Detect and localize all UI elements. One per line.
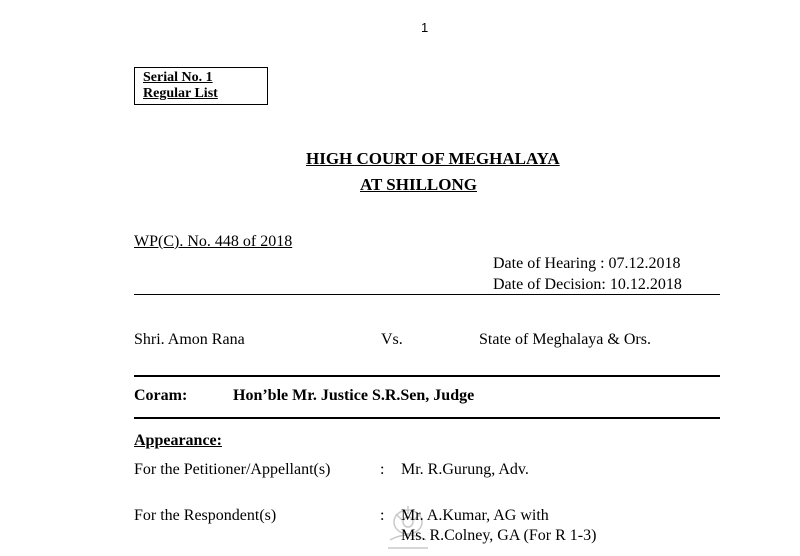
respondent-counsel-label: For the Respondent(s) bbox=[134, 507, 277, 524]
petitioner-counsel: Mr. R.Gurung, Adv. bbox=[401, 461, 529, 478]
coram-label: Coram: bbox=[134, 387, 188, 404]
page-number: 1 bbox=[421, 20, 429, 35]
respondent-colon: : bbox=[380, 507, 385, 524]
serial-box bbox=[134, 67, 268, 105]
petitioner-name: Shri. Amon Rana bbox=[134, 331, 245, 348]
case-divider bbox=[134, 294, 720, 295]
court-location: AT SHILLONG bbox=[360, 175, 477, 194]
respondent-counsel-2: Ms. R.Colney, GA (For R 1-3) bbox=[401, 527, 597, 544]
petitioner-colon: : bbox=[380, 461, 385, 478]
coram-top-rule bbox=[134, 375, 720, 377]
appearance-heading: Appearance: bbox=[134, 432, 222, 449]
case-number: WP(C). No. 448 of 2018 bbox=[134, 233, 293, 250]
coram-judge: Hon’ble Mr. Justice S.R.Sen, Judge bbox=[233, 387, 475, 404]
coram-bottom-rule bbox=[134, 417, 720, 419]
respondent-counsel-1: Mr. A.Kumar, AG with bbox=[401, 507, 549, 524]
respondent-name: State of Meghalaya & Ors. bbox=[479, 331, 651, 348]
decision-date: Date of Decision: 10.12.2018 bbox=[493, 276, 682, 293]
serial-number: Serial No. 1 bbox=[143, 70, 213, 85]
list-type: Regular List bbox=[143, 86, 218, 101]
court-name: HIGH COURT OF MEGHALAYA bbox=[306, 149, 560, 168]
versus-label: Vs. bbox=[381, 331, 403, 348]
hearing-date: Date of Hearing : 07.12.2018 bbox=[493, 255, 681, 272]
petitioner-counsel-label: For the Petitioner/Appellant(s) bbox=[134, 461, 331, 478]
